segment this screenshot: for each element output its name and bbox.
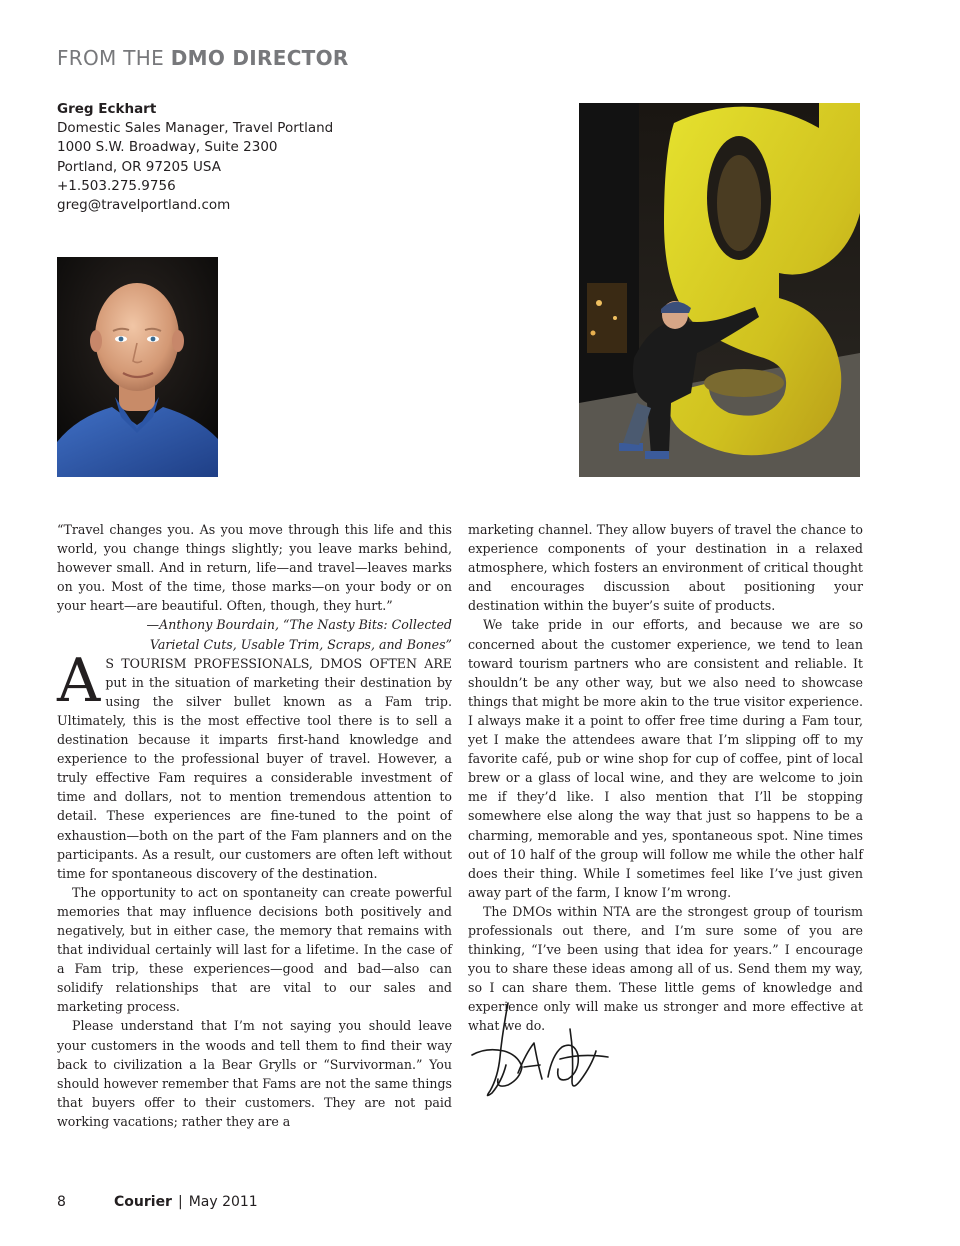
article-paragraph-2: The opportunity to act on spontaneity can create powerful memories that may influence decisions both positively and negatively, but in either case, the memory that remains with that individual certainly will last for a lifetime. In the case of a Fam trip, these experiences—good and bad—also can solidify relationships that are vital to our sales and marketing process. [57,884,452,1015]
contact-email: greg@travelportland.com [57,197,231,214]
article-paragraph-1 [57,645,452,883]
contact-address-line1: 1000 S.W. Broadway, Suite 2300 [57,139,278,156]
contact-phone: +1.503.275.9756 [57,177,176,194]
quote-attribution [57,615,452,653]
contact-name: Greg Eckhart [57,101,157,117]
attribution-line-1: —Anthony Bourdain, “The Nasty Bits: Collected [146,617,452,633]
contact-title: Domestic Sales Manager, Travel Portland [57,120,334,137]
article-paragraph-4: marketing channel. They allow buyers of travel the chance to experience components of your destination in a relaxed atmosphere, which fosters an environment of critical thought and encourages discussion about positioning your destination within the buyer’s suite of products. [468,522,863,614]
contact-block [57,100,333,215]
publication-name: Courier [114,1194,172,1210]
left-column [57,520,452,1131]
section-title-prefix: FROM THE [57,46,165,70]
issue-date: May 2011 [188,1194,258,1210]
signature [462,995,622,1105]
page-number: 8 [57,1194,66,1210]
lead-in-caps: S TOURISM PROFESSIONALS, DMOS OFTEN ARE [105,655,452,671]
opening-quote: “Travel changes you. As you move through this life and this world, you change things slightly; you leave marks behind, however small. And in return, life—and travel—leaves marks on you. Most of the time, those marks—on your body or on your heart—are beautiful. Often, though, they hurt.” [57,522,452,614]
headshot-photo [57,257,218,477]
section-title-main: DMO DIRECTOR [170,46,349,70]
right-column [468,520,863,1036]
section-title [57,46,349,70]
attribution-line-2: Varietal Cuts, Usable Trim, Scraps, and Bones” [149,636,452,652]
feature-photo [579,103,860,477]
article-paragraph-5: We take pride in our efforts, and because we are so concerned about the customer experience, we tend to lean toward tourism partners who are consistent and reliable. It shouldn’t be any other way, but we also need to showcase things that might be more akin to the true visitor experience. I always make it a point to offer free time during a Fam tour, yet I make the attendees aware that I’m slipping off to my favorite café, pub or wine shop for cup of coffee, pint of local brew or a glass of local wine, and they are welcome to join me if they’d like. I also mention that I’ll be stopping somewhere else along the way that just so happens to be a charming, memorable and yes, spontaneous spot. Nine times out of 10 half of the group will follow me while the other half does their thing. While I sometimes feel like I’ve just given away part of the farm, I know I’m wrong. [468,617,863,900]
paragraph-1-body: put in the situation of marketing their destination by using the silver bullet known as a Fam trip. Ultimately, this is the most effective tool there is to sell a destination because it imparts first-hand knowledge and experience to the professional buyer of travel. However, a truly effective Fam requires a considerable investment of time and dollars, not to mention tremendous attention to detail. These experiences are fine-tuned to the point of exhaustion—both on the part of the Fam planners and on the participants. As a result, our customers are often left without time for spontaneous discovery of the destination. [57,674,452,881]
article-paragraph-6: The DMOs within NTA are the strongest group of tourism professionals out there, and I’m sure some of you are thinking, “I’ve been using that idea for years.” I encourage you to share these ideas among all of us. Send them my way, so I can share them. These little gems of knowledge and experience only will make us stronger and more effective at what we do. [468,903,863,1034]
footer-separator: | [177,1194,183,1210]
drop-cap: A [57,645,101,716]
article-paragraph-3: Please understand that I’m not saying you should leave your customers in the woods and tell them to find their way back to civilization a la Bear Grylls or “Survivorman.” You should however remember that Fams are not the same things that buyers offer to their customers. They are not paid working vacations; rather they are a [57,1018,452,1129]
contact-address-line2: Portland, OR 97205 USA [57,158,221,175]
publication-info [114,1194,258,1210]
